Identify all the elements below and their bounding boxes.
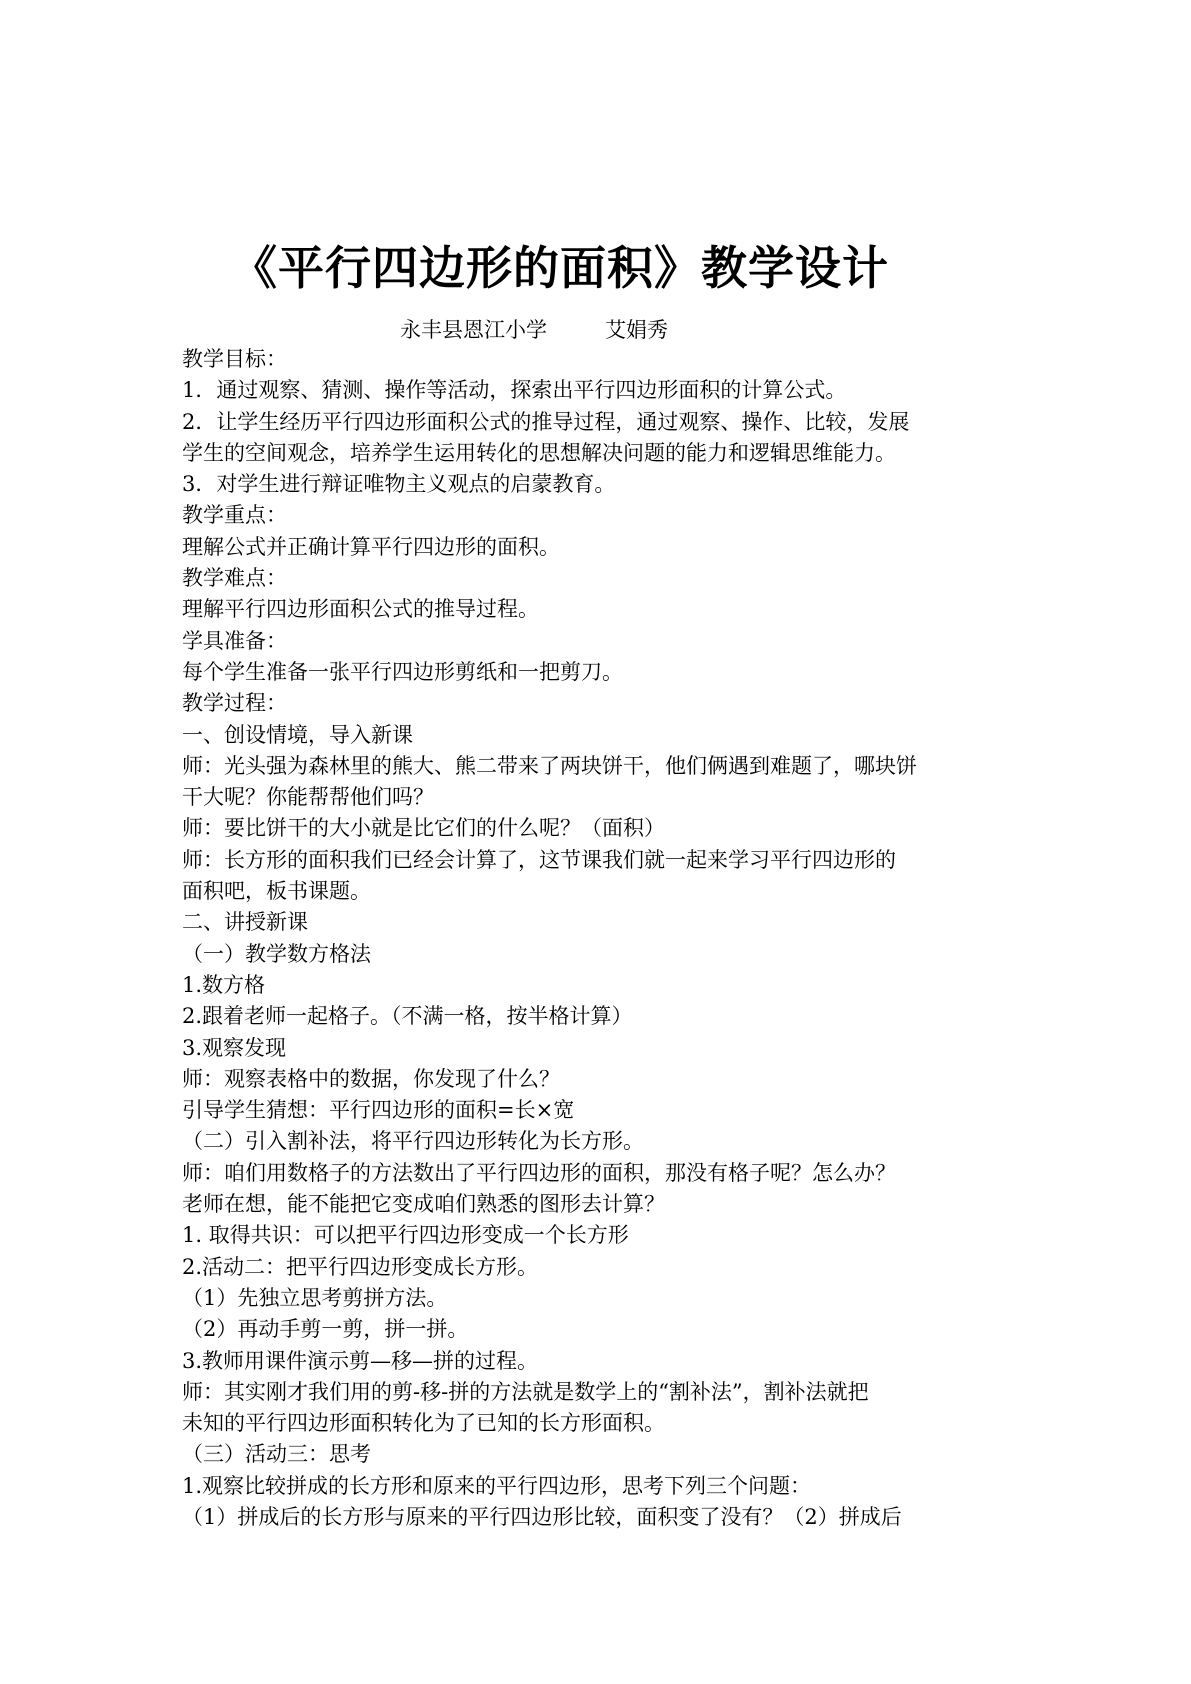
text-line: 理解平行四边形面积公式的推导过程。 (182, 597, 539, 622)
text-line: 1.观察比较拼成的长方形和原来的平行四边形，思考下列三个问题： (182, 1473, 812, 1498)
text-line: 师：要比饼干的大小就是比它们的什么呢？（面积） (182, 816, 665, 841)
text-line: 教学过程： (182, 691, 287, 716)
text-line: 教学重点： (182, 503, 287, 528)
text-line: 师：咱们用数格子的方法数出了平行四边形的面积，那没有格子呢？怎么办？ (182, 1160, 896, 1185)
text-line: 干大呢？你能帮帮他们吗？ (182, 785, 434, 810)
text-line: （2）再动手剪一剪，拼一拼。 (182, 1317, 469, 1342)
text-line: 师：观察表格中的数据，你发现了什么？ (182, 1066, 560, 1091)
text-line: 3.观察发现 (182, 1035, 287, 1060)
text-line: 老师在想，能不能把它变成咱们熟悉的图形去计算？ (182, 1192, 665, 1217)
text-line: 面积吧，板书课题。 (182, 879, 371, 904)
text-line: 理解公式并正确计算平行四边形的面积。 (182, 534, 560, 559)
text-line: 一、创设情境，导入新课 (182, 722, 413, 747)
text-line: 1.数方格 (182, 972, 266, 997)
text-line: （一）教学数方格法 (182, 941, 371, 966)
text-line: 1．通过观察、猜测、操作等活动，探索出平行四边形面积的计算公式。 (182, 378, 847, 403)
text-line: 每个学生准备一张平行四边形剪纸和一把剪刀。 (182, 659, 623, 684)
text-line: 1. 取得共识：可以把平行四边形变成一个长方形 (182, 1223, 629, 1248)
text-line: 学具准备： (182, 628, 287, 653)
text-line: （1）先独立思考剪拼方法。 (182, 1285, 448, 1310)
text-line: 3．对学生进行辩证唯物主义观点的启蒙教育。 (182, 472, 616, 497)
text-line: 2.跟着老师一起格子。（不满一格，按半格计算） (182, 1004, 633, 1029)
text-line: 学生的空间观念，培养学生运用转化的思想解决问题的能力和逻辑思维能力。 (182, 440, 896, 465)
text-line: 未知的平行四边形面积转化为了已知的长方形面积。 (182, 1411, 665, 1436)
author-name: 艾娟秀 (605, 318, 668, 342)
document-title: 《平行四边形的面积》教学设计 (231, 241, 889, 295)
document-body (182, 344, 1022, 1533)
text-line: 师：长方形的面积我们已经会计算了，这节课我们就一起来学习平行四边形的 (182, 847, 896, 872)
byline (400, 316, 668, 344)
text-line: 师：其实刚才我们用的剪-移-拼的方法就是数学上的“割补法”，割补法就把 (182, 1379, 869, 1404)
text-line: 2．让学生经历平行四边形面积公式的推导过程，通过观察、操作、比较，发展 (182, 409, 910, 434)
text-line: 2.活动二：把平行四边形变成长方形。 (182, 1254, 539, 1279)
text-line: （三）活动三：思考 (182, 1442, 371, 1467)
text-line: 教学难点： (182, 566, 287, 591)
text-line: 引导学生猜想：平行四边形的面积=长×宽 (182, 1098, 575, 1123)
text-line: 3.教师用课件演示剪—移—拼的过程。 (182, 1348, 539, 1373)
school-name: 永丰县恩江小学 (400, 318, 547, 342)
text-line: 二、讲授新课 (182, 910, 308, 935)
text-line: （1）拼成后的长方形与原来的平行四边形比较，面积变了没有？（2）拼成后 (182, 1504, 902, 1529)
text-line: 教学目标： (182, 347, 287, 371)
text-line: 师：光头强为森林里的熊大、熊二带来了两块饼干，他们俩遇到难题了，哪块饼 (182, 753, 917, 778)
text-line: （二）引入割补法，将平行四边形转化为长方形。 (182, 1129, 644, 1154)
